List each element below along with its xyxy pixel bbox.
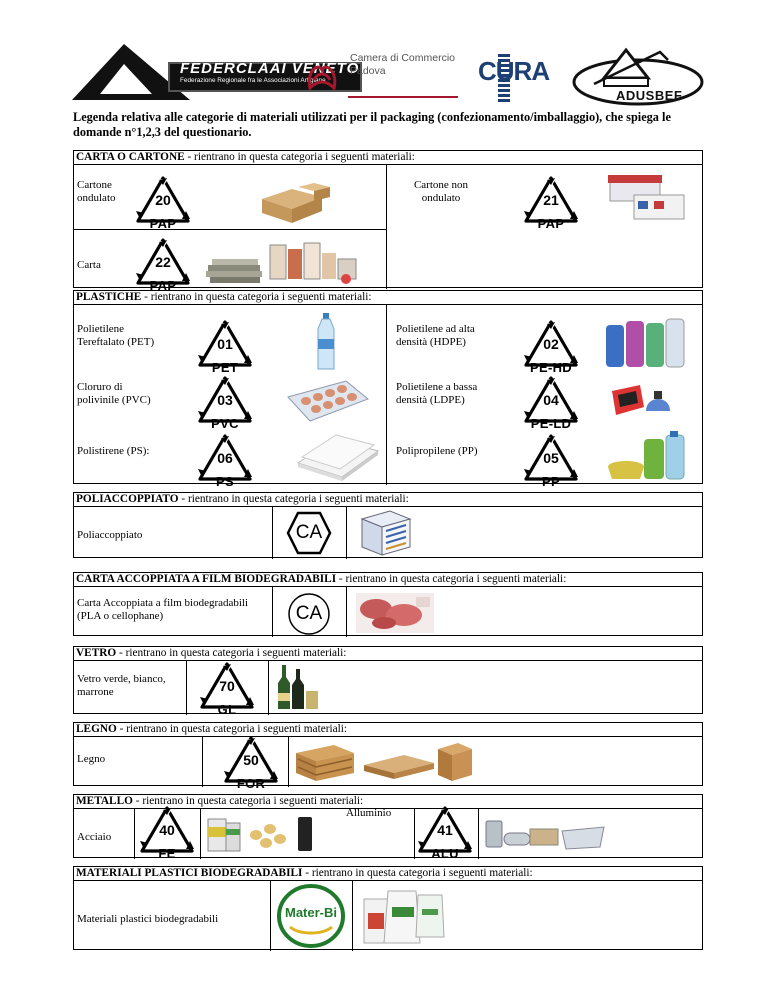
camera-name	[350, 52, 455, 78]
ca-mark-text: CA	[295, 522, 323, 543]
section-header	[74, 151, 702, 165]
glass-bottles-image	[274, 663, 320, 711]
recycle-symbol-icon	[196, 433, 254, 491]
recycle-symbol-icon	[522, 433, 580, 491]
symbol-code: PP	[542, 474, 560, 489]
biodegradable-bags-image	[360, 885, 446, 947]
header-logos	[72, 40, 712, 108]
camera-line1: Camera di Commercio	[350, 52, 456, 64]
recycle-symbol-icon	[196, 375, 254, 433]
material-label: Cartone non ondulato	[413, 179, 469, 204]
symbol-number: 06	[217, 450, 233, 466]
ca-circle-icon	[286, 591, 332, 637]
section-title: METALLO	[76, 795, 133, 807]
federclaai-subtitle: Federazione Regionale fra le Associazioni Artigiane	[180, 77, 326, 84]
wooden-pallets-image	[294, 739, 474, 785]
symbol-code: PAP	[537, 216, 565, 231]
materbi-logo-icon	[276, 883, 346, 949]
symbol-number: 41	[437, 822, 453, 838]
section-header	[74, 493, 702, 507]
section-title: LEGNO	[76, 723, 117, 735]
col-divider	[272, 507, 273, 559]
egg-tray-image	[286, 377, 370, 427]
symbol-number: 50	[243, 752, 259, 768]
symbol-code: PAP	[149, 278, 177, 293]
section-metallo	[73, 794, 703, 861]
materbi-logo-text: Mater-Bi	[284, 905, 337, 920]
wrapped-meat-image	[354, 589, 436, 635]
material-label: Polietilene Tereftalato (PET)	[77, 323, 155, 348]
paper-products-image	[204, 235, 362, 289]
symbol-code: PE-HD	[530, 360, 572, 375]
row-divider	[74, 229, 386, 230]
section-carta-film	[73, 572, 703, 636]
camera-commercio-logo	[304, 44, 464, 104]
symbol-number: 40	[159, 822, 175, 838]
col-divider	[202, 737, 203, 787]
section-subtitle: - rientrano in questa categoria i seguenti materiali:	[336, 573, 567, 585]
material-label: Polietilene a bassa densità (LDPE)	[396, 381, 478, 406]
symbol-code: PS	[216, 474, 234, 489]
material-label: Cloruro di polivinile (PVC)	[77, 381, 151, 406]
symbol-code: PET	[211, 360, 239, 375]
material-label: Carta	[77, 259, 101, 271]
recycle-symbol-icon	[522, 175, 580, 233]
section-title: CARTA O CARTONE	[76, 151, 185, 163]
recycle-symbol-icon	[416, 805, 474, 863]
material-label: Polipropilene (PP)	[396, 445, 478, 457]
symbol-number: 05	[543, 450, 559, 466]
federclaai-name: FEDERCLAAI VENETO	[180, 60, 360, 77]
col-divider	[352, 881, 353, 951]
recycle-symbol-icon	[196, 319, 254, 377]
symbol-code: PVC	[211, 416, 239, 431]
camera-line2: Padova	[350, 65, 386, 77]
recycle-symbol-icon	[222, 735, 280, 793]
material-label: Polistirene (PS):	[77, 445, 150, 457]
symbol-number: 21	[543, 192, 559, 208]
section-title: CARTA ACCOPPIATA A FILM BIODEGRADABILI	[76, 573, 337, 585]
section-subtitle: - rientrano in questa categoria i seguenti materiali:	[302, 867, 533, 879]
material-label: Poliaccoppiato	[77, 529, 143, 541]
symbol-number: 01	[217, 336, 233, 352]
section-title: MATERIALI PLASTICI BIODEGRADABILI	[76, 867, 303, 879]
material-label: Cartone ondulato	[77, 179, 116, 204]
ca-hexagon-icon	[286, 510, 332, 556]
polypropylene-containers-image	[604, 431, 688, 483]
cura-logo	[478, 50, 556, 108]
section-subtitle: - rientrano in questa categoria i seguenti materiali:	[178, 493, 409, 505]
section-header	[74, 573, 702, 587]
col-divider	[272, 587, 273, 637]
section-vetro	[73, 646, 703, 717]
symbol-code: PE-LD	[530, 416, 572, 431]
recycle-symbol-icon	[134, 237, 192, 295]
col-divider	[270, 881, 271, 951]
section-title: PLASTICHE	[76, 291, 142, 303]
section-subtitle: - rientrano in questa categoria i seguenti materiali:	[132, 795, 364, 807]
camera-underline	[348, 96, 458, 98]
camera-knot-icon	[304, 58, 340, 94]
recycle-symbol-icon	[134, 175, 192, 233]
col-divider	[186, 661, 187, 715]
recycle-symbol-icon	[522, 375, 580, 433]
section-subtitle: - rientrano in questa categoria i seguenti materiali:	[116, 723, 348, 735]
material-label: Vetro verde, bianco, marrone	[77, 673, 166, 698]
symbol-code: FOR	[236, 776, 266, 791]
section-carta	[73, 150, 703, 293]
intro-text: Legenda relativa alle categorie di materiali utilizzati per il packaging (confezionamento/imballaggio), che spiega le domande n°1,2,3 del questionario.	[73, 110, 671, 139]
symbol-code: ALU	[431, 846, 459, 861]
water-bottle-image	[314, 313, 338, 371]
aluminium-items-image	[482, 813, 608, 855]
col-divider	[288, 737, 289, 787]
col-divider	[346, 587, 347, 637]
recycle-symbol-icon	[198, 661, 256, 719]
section-header	[74, 867, 702, 881]
section-subtitle: - rientrano in questa categoria i seguenti materiali:	[141, 291, 372, 303]
recycle-symbol-icon	[138, 805, 196, 863]
section-title: POLIACCOPPIATO	[76, 493, 179, 505]
material-label: Materiali plastici biodegradabili	[77, 913, 219, 925]
printed-boxes-image	[604, 171, 688, 223]
symbol-number: 02	[543, 336, 559, 352]
section-biodegradabili	[73, 866, 703, 950]
section-header	[74, 291, 702, 305]
material-label: Carta Accoppiata a film biodegradabili (PLA o cellophane)	[77, 597, 249, 622]
section-subtitle: - rientrano in questa categoria i seguenti materiali:	[184, 151, 415, 163]
polystyrene-sheets-image	[294, 433, 380, 483]
cura-word: CURA	[478, 56, 550, 86]
ca-mark-text: CA	[295, 603, 323, 624]
section-plastiche	[73, 290, 703, 489]
material-label: Alluminio	[346, 807, 392, 819]
symbol-code: GL	[217, 702, 237, 717]
section-poliaccoppiato	[73, 492, 703, 558]
symbol-number: 04	[543, 392, 559, 408]
col-divider	[386, 305, 387, 485]
symbol-code: FE	[158, 846, 176, 861]
material-label: Polietilene ad alta densità (HDPE)	[396, 323, 475, 348]
plastic-bags-image	[610, 381, 674, 421]
col-divider	[268, 661, 269, 715]
symbol-number: 22	[155, 254, 171, 270]
section-title: VETRO	[76, 647, 117, 659]
section-legno	[73, 722, 703, 791]
symbol-number: 70	[219, 678, 235, 694]
symbol-code: PAP	[149, 216, 177, 231]
symbol-number: 03	[217, 392, 233, 408]
cardboard-boxes-image	[258, 179, 334, 225]
tetra-carton-image	[356, 509, 416, 557]
detergent-bottles-image	[602, 313, 688, 371]
adusbef-logo	[564, 44, 704, 106]
section-subtitle: - rientrano in questa categoria i seguenti materiali:	[116, 647, 347, 659]
col-divider	[386, 165, 387, 289]
symbol-number: 20	[155, 192, 171, 208]
col-divider	[346, 507, 347, 559]
section-header	[74, 723, 702, 737]
material-label: Acciaio	[77, 831, 112, 843]
section-header	[74, 647, 702, 661]
recycle-symbol-icon	[522, 319, 580, 377]
adusbef-word: ADUSBEF	[616, 88, 683, 103]
steel-cans-image	[204, 813, 320, 855]
material-label: Legno	[77, 753, 106, 765]
